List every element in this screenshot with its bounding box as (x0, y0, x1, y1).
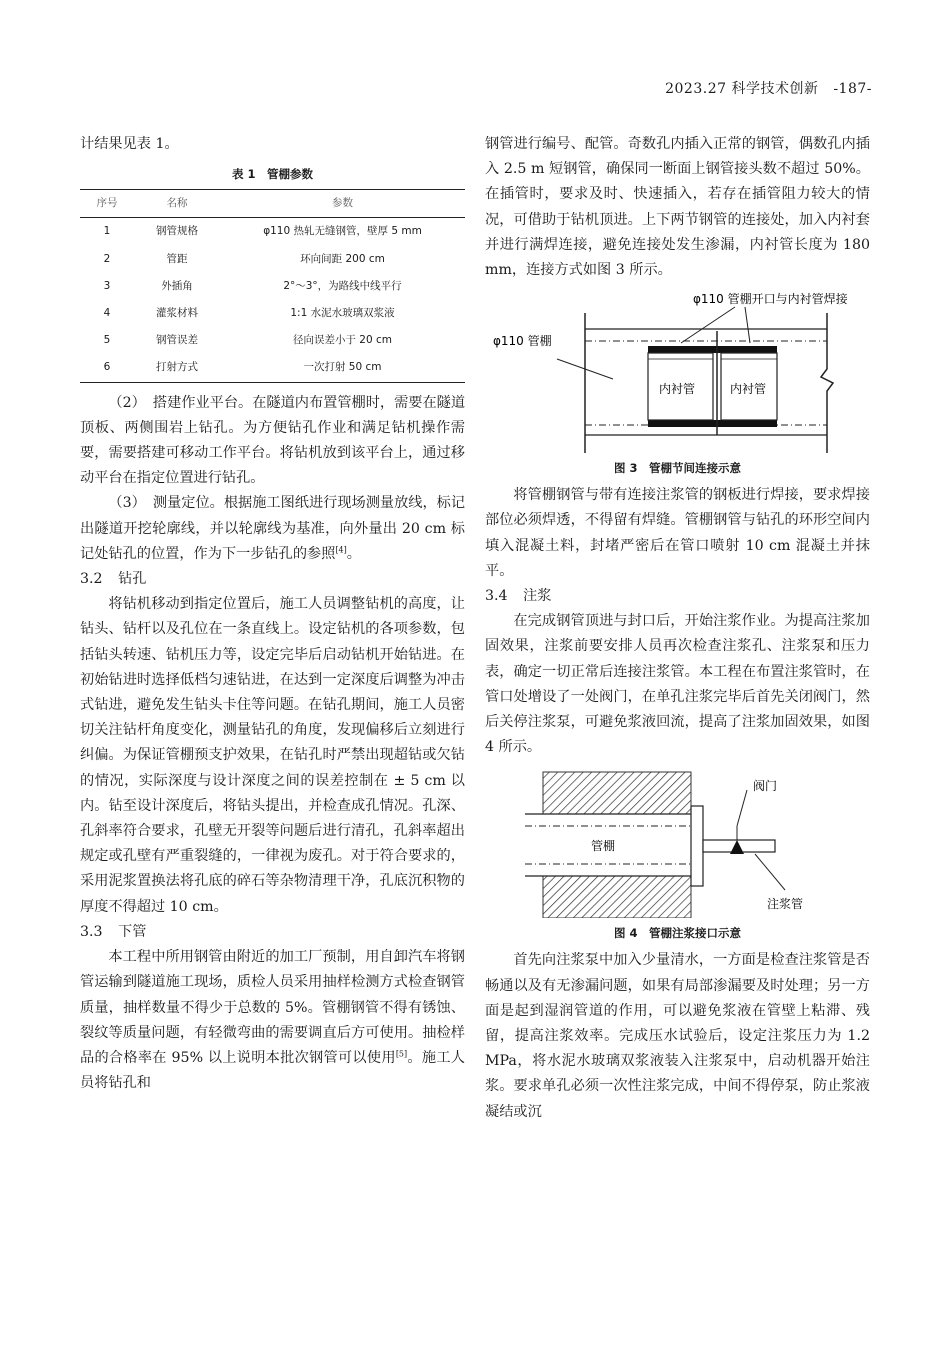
para-weld: 将管棚钢管与带有连接注浆管的钢板进行焊接，要求焊接部位必须焊透，不得留有焊缝。管棚钢管与钻孔的环形空间内填入混凝土料，封堵严密后在管口喷射 10 cm 混凝土并抹平。 (485, 487, 870, 579)
label-pipe: 管棚 (591, 839, 616, 854)
figure-4 (485, 768, 870, 942)
table-cell: 2°～3°，为路线中线平行 (283, 279, 402, 292)
para-pipe (80, 945, 465, 1096)
table-row (80, 218, 465, 246)
section-number: 3.2 (80, 571, 103, 588)
table-cell: 钢管误差 (156, 334, 198, 347)
table-cell: 打射方式 (134, 354, 220, 382)
para-pipe-text: 本工程中所用钢管由附近的加工厂预制，用自卸汽车将钢管运输到隧道施工现场，质检人员采用抽样检测方式检查钢管质量，抽样数量不得少于总数的 5%。管棚钢管不得有锈蚀、裂纹等质量问题，有轻微弯曲的需要调直后方可使用。抽检样品的合格率在 95% 以上说明本批次钢管可以使用 (80, 949, 465, 1066)
table-header-row (80, 190, 465, 218)
para-survey (80, 491, 465, 567)
para-grout: 在完成钢管顶进与封口后，开始注浆作业。为提高注浆加固效果，注浆前要安排人员再次检查注浆孔、注浆泵和压力表，确定一切正常后连接注浆管。本工程在布置注浆管时，在管口处增设了一处阀门，在单孔注浆完毕后首先关闭阀门，然后关停注浆泵，可避免浆液回流，提高了注浆加固效果，如图 4 所示。 (485, 613, 870, 756)
label-liner-1: 内衬管 (659, 382, 696, 397)
table-cell: 环向间距 200 cm (300, 252, 385, 265)
label-valve: 阀门 (753, 779, 778, 794)
table-row (80, 327, 465, 354)
figure-3-diagram (485, 287, 870, 457)
section-heading-3-3 (80, 920, 465, 945)
table-header: 名称 (134, 190, 220, 218)
table-caption: 表 1 管棚参数 (231, 167, 313, 182)
table-cell: 1 (103, 225, 111, 238)
figure-4-diagram (485, 768, 870, 918)
para-platform: （2） 搭建作业平台。在隧道内布置管棚时，需要在隧道顶板、两侧围岩上钻孔。为方便钻孔作业和满足钻机操作需要，需要搭建可移动工作平台。将钻机放到该平台上，通过移动平台在指定位置进行钻孔。 (80, 394, 466, 487)
page-number: -187- (833, 81, 872, 97)
table-cell: 径向误差小于 20 cm (292, 334, 393, 347)
left-column (80, 132, 465, 1096)
citation: [5] (395, 1049, 408, 1059)
section-title: 下管 (118, 923, 147, 940)
table-header: 序号 (80, 190, 134, 218)
section-heading-3-4 (485, 584, 870, 609)
section-number: 3.3 (80, 923, 103, 940)
leader-weld-left (681, 307, 735, 343)
label-liner-2: 内衬管 (730, 382, 767, 397)
para-drill: 将钻机移动到指定位置后，施工人员调整钻机的高度，让钻头、钻杆以及孔位在一条直线上。设定钻机的各项参数，包括钻头转速、钻机压力等，设定完毕后启动钻机开始钻进。在初始钻进时选择低档匀速钻进，在达到一定深度后调整为冲击式钻进，避免发生钻头卡住等问题。在钻孔期间，施工人员密切关注钻杆角度变化，测量钻孔的角度，发现偏移后立刻进行纠偏。为保证管棚预支护效果，在钻孔时严禁出现超钻或欠钻的情况，实际深度与设计深度之间的误差控制在 ± 5 cm 以内。钻至设计深度后，将钻头提出，并检查成孔情况。孔深、孔斜率符合要求，孔壁无开裂等问题后进行清孔，孔斜率超出规定或孔壁有严重裂缝的，一律视为废孔。对于符合要求的，采用泥浆置换法将孔底的碎石等杂物清理干净，孔底沉积物的厚度不得超过 10 cm。 (80, 596, 465, 915)
table-row (80, 300, 465, 327)
para-final: 首先向注浆泵中加入少量清水，一方面是检查注浆管是否畅通以及有无渗漏问题，如果有局部渗漏要及时处理；另一方面是起到湿润管道的作用，可以避免浆液在管壁上粘滞、残留，提高注浆效率。完成压水试验后，设定注浆压力为 1.2 MPa，将水泥水玻璃双浆液装入注浆泵中，启动机器开始注浆。要求单孔必须一次性注浆完成，中间不得停泵，防止浆液凝结或沉 (485, 952, 870, 1120)
label-weld: φ110 管棚开口与内衬管焊接 (693, 292, 848, 307)
table-cell: 外插角 (161, 279, 193, 292)
label-grout-tube: 注浆管 (767, 897, 804, 912)
leader-valve (737, 790, 747, 826)
section-title: 注浆 (523, 588, 552, 605)
table-cell: 1:1 水泥水玻璃双浆液 (290, 307, 395, 320)
leader-grout (755, 854, 785, 890)
break-line-right (821, 313, 833, 453)
weld-bar-top (648, 346, 777, 353)
rock-hatch-top (543, 772, 691, 814)
figure-4-caption: 图 4 管棚注浆接口示意 (613, 926, 741, 941)
table-cell: φ110 热轧无缝钢管，壁厚 5 mm (263, 225, 422, 238)
figure-3-caption: 图 3 管棚节间连接示意 (613, 461, 741, 476)
table-cell: 灌浆材料 (156, 307, 198, 320)
section-heading-3-2 (80, 567, 465, 592)
running-header (600, 78, 872, 98)
table-row (80, 246, 465, 273)
journal-name: 2023.27 科学技术创新 (665, 81, 819, 97)
rock-hatch-bottom (543, 876, 691, 918)
table-cell: 2 (103, 252, 111, 265)
table-row (80, 273, 465, 300)
table-cell: 6 (80, 354, 134, 382)
intro-line: 计结果见表 1。 (80, 136, 179, 152)
label-pipe: φ110 管棚 (493, 334, 552, 349)
steel-plate (691, 806, 703, 886)
table-cell: 4 (103, 307, 111, 320)
section-title: 钻孔 (118, 571, 147, 588)
leader-weld-right (745, 307, 750, 343)
table-row (80, 354, 465, 382)
table-header: 参数 (220, 190, 465, 218)
table-cell: 3 (103, 279, 111, 292)
figure-3 (485, 287, 870, 477)
section-number: 3.4 (485, 588, 508, 605)
table-cell: 钢管规格 (156, 225, 198, 238)
weld-bar-bottom (648, 420, 777, 427)
table-cell: 5 (103, 334, 111, 347)
table-cell: 一次打射 50 cm (220, 354, 465, 382)
para-pipe-end: 。施工人员将钻孔和 (80, 1049, 465, 1092)
right-column (485, 132, 870, 1125)
para-continued: 钢管进行编号、配管。奇数孔内插入正常的钢管，偶数孔内插入 2.5 m 短钢管，确保同一断面上钢管接头数不超过 50%。在插管时，要求及时、快速插入，若存在插管阻力较大的情况，可借助于钻机顶进。上下两节钢管的连接处，加入内衬套并进行满焊连接，避免连接处发生渗漏，内衬管长度为 180 mm，连接方式如图 3 所示。 (485, 136, 870, 279)
table-cell: 管距 (166, 252, 188, 265)
citation: [4] (335, 545, 347, 555)
params-table (80, 189, 465, 382)
para-survey-end: 。 (346, 545, 361, 562)
para-survey-text: （3） 测量定位。根据施工图纸进行现场测量放线，标记出隧道开挖轮廓线，并以轮廓线为基准，向外量出 20 cm 标记处钻孔的位置，作为下一步钻孔的参照 (80, 495, 466, 562)
